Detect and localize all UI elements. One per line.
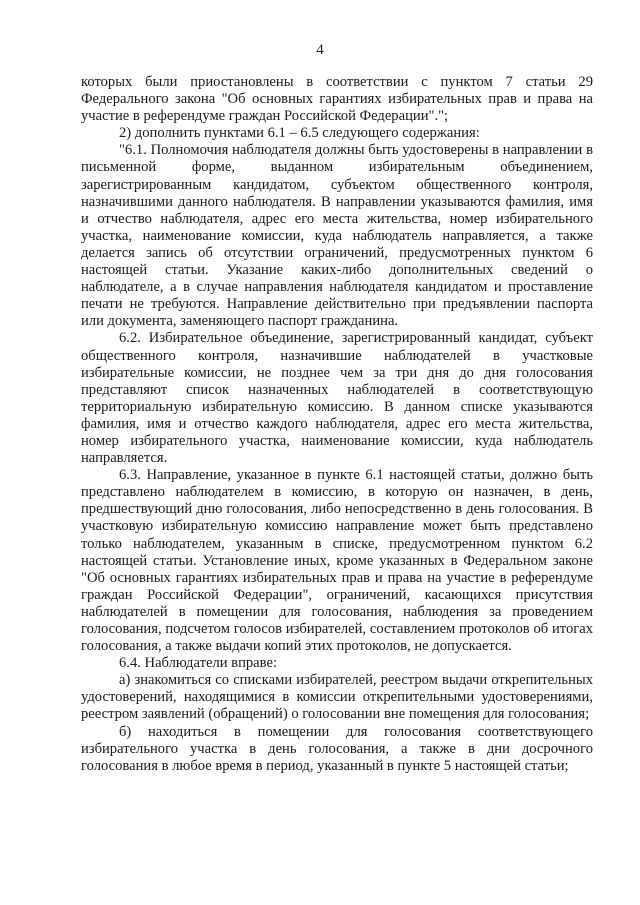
- paragraph-6-3: 6.3. Направление, указанное в пункте 6.1 настоящей статьи, должно быть представлено наблюдателем в комиссию, в которую он назначен, в день, предшествующий дню голосования, либо непосредственно в день голосования. В участковую избирательную комиссию направление может быть представлено только наблюдателем, указанным в списке, предусмотренном пунктом 6.2 настоящей статьи. Установление иных, кроме указанных в Федеральном законе "Об основных гарантиях избирательных прав и права на участие в референдуме граждан Российской Федерации", ограничений, касающихся присутствия наблюдателей в помещении для голосования, наблюдения за проведением голосования, подсчетом голосов избирателей, составлением протоколов об итогах голосования, а также выдачи копий этих протоколов, не допускается.: [81, 467, 593, 655]
- paragraph-amendment-intro: 2) дополнить пунктами 6.1 – 6.5 следующего содержания:: [119, 125, 480, 142]
- paragraph-continuation: которых были приостановлены в соответствии с пунктом 7 статьи 29 Федерального закона "Об основных гарантиях избирательных прав и права на участие в референдуме граждан Российской Федерации".";: [81, 74, 593, 125]
- paragraph-6-1: "6.1. Полномочия наблюдателя должны быть удостоверены в направлении в письменной форме, выданном избирательным объединением, зарегистрированным кандидатом, субъектом общественного контроля, назначившими данного наблюдателя. В направлении указываются фамилия, имя и отчество наблюдателя, адрес его места жительства, номер избирательного участка, наименование комиссии, куда наблюдатель направляется, а также делается запись об отсутствии ограничений, предусмотренных пунктом 6 настоящей статьи. Указание каких-либо дополнительных сведений о наблюдателе, а в случае направления наблюдателя кандидатом и проставление печати не требуются. Направление действительно при предъявлении паспорта или документа, заменяющего паспорт гражданина.: [81, 142, 593, 330]
- paragraph-6-2: 6.2. Избирательное объединение, зарегистрированный кандидат, субъект общественного контроля, назначившие наблюдателей в участковые избирательные комиссии, не позднее чем за три дня до дня голосования представляют список назначенных наблюдателей в соответствующую территориальную избирательную комиссию. В данном списке указываются фамилия, имя и отчество каждого наблюдателя, адрес его места жительства, номер избирательного участка, наименование комиссии, куда наблюдатель направляется.: [81, 330, 593, 467]
- list-item-b: б) находиться в помещении для голосования соответствующего избирательного участка в день голосования, а также в дни досрочного голосования в любое время в период, указанный в пункте 5 настоящей статьи;: [81, 723, 593, 774]
- page-number: 4: [316, 42, 324, 58]
- document-body: [81, 74, 593, 775]
- paragraph-6-4: 6.4. Наблюдатели вправе:: [119, 655, 277, 672]
- list-item-a: а) знакомиться со списками избирателей, реестром выдачи открепительных удостоверений, находящимися в комиссии открепительными удостоверениями, реестром заявлений (обращений) о голосовании вне помещения для голосования;: [81, 672, 593, 723]
